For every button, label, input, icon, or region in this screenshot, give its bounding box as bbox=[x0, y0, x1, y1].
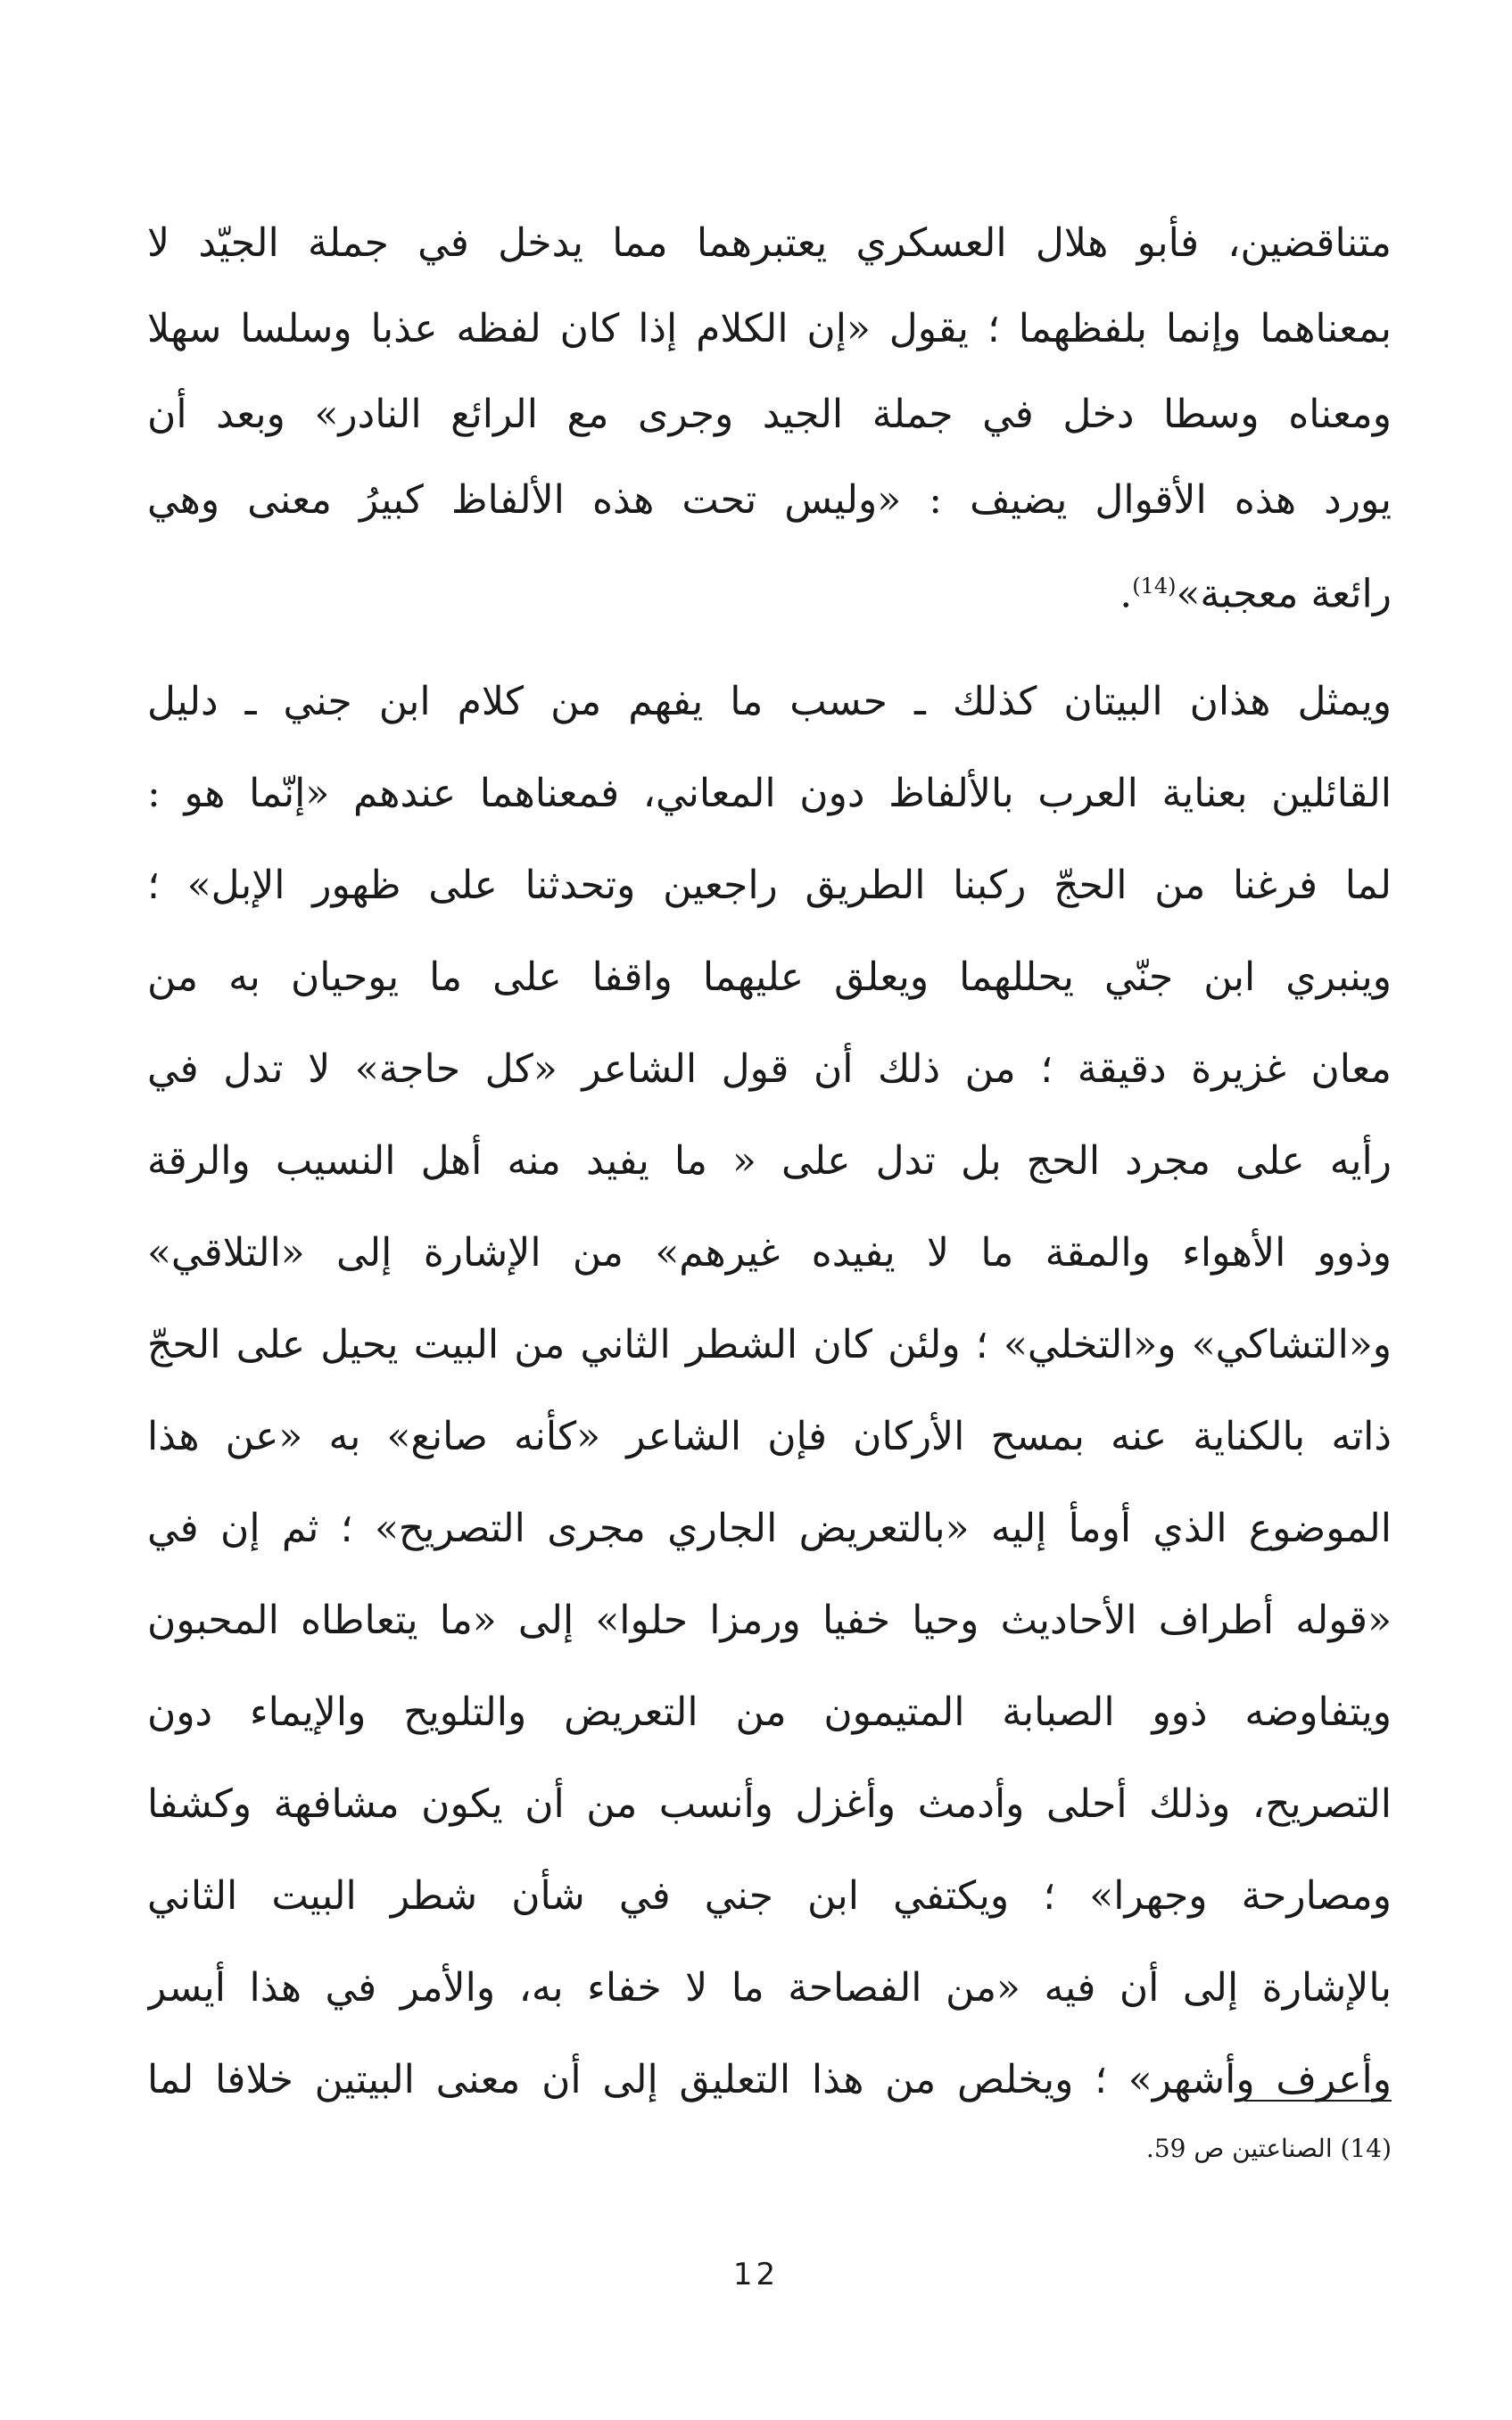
paragraph-2-line: بالإشارة إلى أن فيه «من الفصاحة ما لا خفاء به، والأمر في هذا أيسر bbox=[147, 1965, 1392, 2011]
paragraph-2-line: ويمثل هذان البيتان كذلك ـ حسب ما يفهم من كلام ابن جني ـ دليل bbox=[147, 679, 1392, 724]
paragraph-2-line: ذاته بالكناية عنه بمسح الأركان فإن الشاعر «كأنه صانع» به «عن هذا bbox=[147, 1414, 1392, 1459]
paragraph-2-line: الموضوع الذي أومأ إليه «بالتعريض الجاري مجرى التصريح» ؛ ثم إن في bbox=[147, 1506, 1392, 1551]
paragraph-1-line: ومعناه وسطا دخل في جملة الجيد وجرى مع الرائع النادر» وبعد أن bbox=[147, 392, 1392, 437]
paragraph-2-line: معان غزيرة دقيقة ؛ من ذلك أن قول الشاعر «كل حاجة» لا تدل في bbox=[147, 1046, 1392, 1092]
paragraph-2-line: رأيه على مجرد الحج بل تدل على « ما يفيد منه أهل النسيب والرقة bbox=[147, 1138, 1392, 1184]
paragraph-2 bbox=[147, 656, 1392, 2126]
paragraph-1-line: يورد هذه الأقوال يضيف : «وليس تحت هذه الألفاظ كبيرُ معنى وهي bbox=[147, 477, 1392, 523]
footnote-separator bbox=[1244, 2100, 1392, 2102]
paragraph-2-line: وأعرف وأشهر» ؛ ويخلص من هذا التعليق إلى أن معنى البيتين خلافا لما bbox=[147, 2057, 1392, 2102]
paragraph-2-line: وينبري ابن جنّي يحللهما ويعلق عليهما واقفا على ما يوحيان به من bbox=[147, 954, 1392, 1000]
paragraph-2-line: القائلين بعناية العرب بالألفاظ دون المعاني، فمعناهما عندهم «إنّما هو : bbox=[147, 771, 1392, 816]
paragraph-2-line: و«التشاكي» و«التخلي» ؛ ولئن كان الشطر الثاني من البيت يحيل على الحجّ bbox=[147, 1322, 1392, 1367]
paragraph-1-last-line bbox=[147, 543, 1392, 629]
paragraph-1-line-text: رائعة معجبة» bbox=[1176, 571, 1392, 617]
paragraph-2-line: ومصارحة وجهرا» ؛ ويكتفي ابن جني في شأن شطر البيت الثاني bbox=[147, 1873, 1392, 1919]
page-number: 12 bbox=[732, 2257, 780, 2292]
footnote: (14) الصناعتين ص 59. bbox=[1145, 2134, 1392, 2163]
paragraph-1-end-mark: . bbox=[1120, 571, 1133, 617]
paragraph-2-line: التصريح، وذلك أحلى وأدمث وأغزل وأنسب من أن يكون مشافهة وكشفا bbox=[147, 1781, 1392, 1827]
paragraph-2-line: لما فرغنا من الحجّ ركبنا الطريق راجعين وتحدثنا على ظهور الإبل» ؛ bbox=[147, 863, 1392, 908]
paragraph-1 bbox=[147, 201, 1392, 629]
paragraph-2-line: وذوو الأهواء والمقة ما لا يفيده غيرهم» من الإشارة إلى «التلاقي» bbox=[147, 1230, 1392, 1276]
footnote-reference[interactable]: (14) bbox=[1132, 574, 1177, 599]
paragraph-1-line: متناقضين، فأبو هلال العسكري يعتبرهما مما يدخل في جملة الجيّد لا bbox=[147, 220, 1392, 266]
paragraph-1-line: بمعناهما وإنما بلفظهما ؛ يقول «إن الكلام إذا كان لفظه عذبا وسلسا سهلا bbox=[147, 306, 1392, 351]
paragraph-2-line: «قوله أطراف الأحاديث وحيا خفيا ورمزا حلوا» إلى «ما يتعاطاه المحبون bbox=[147, 1598, 1392, 1643]
paragraph-2-line: ويتفاوضه ذوو الصبابة المتيمون من التعريض والتلويح والإيماء دون bbox=[147, 1689, 1392, 1735]
